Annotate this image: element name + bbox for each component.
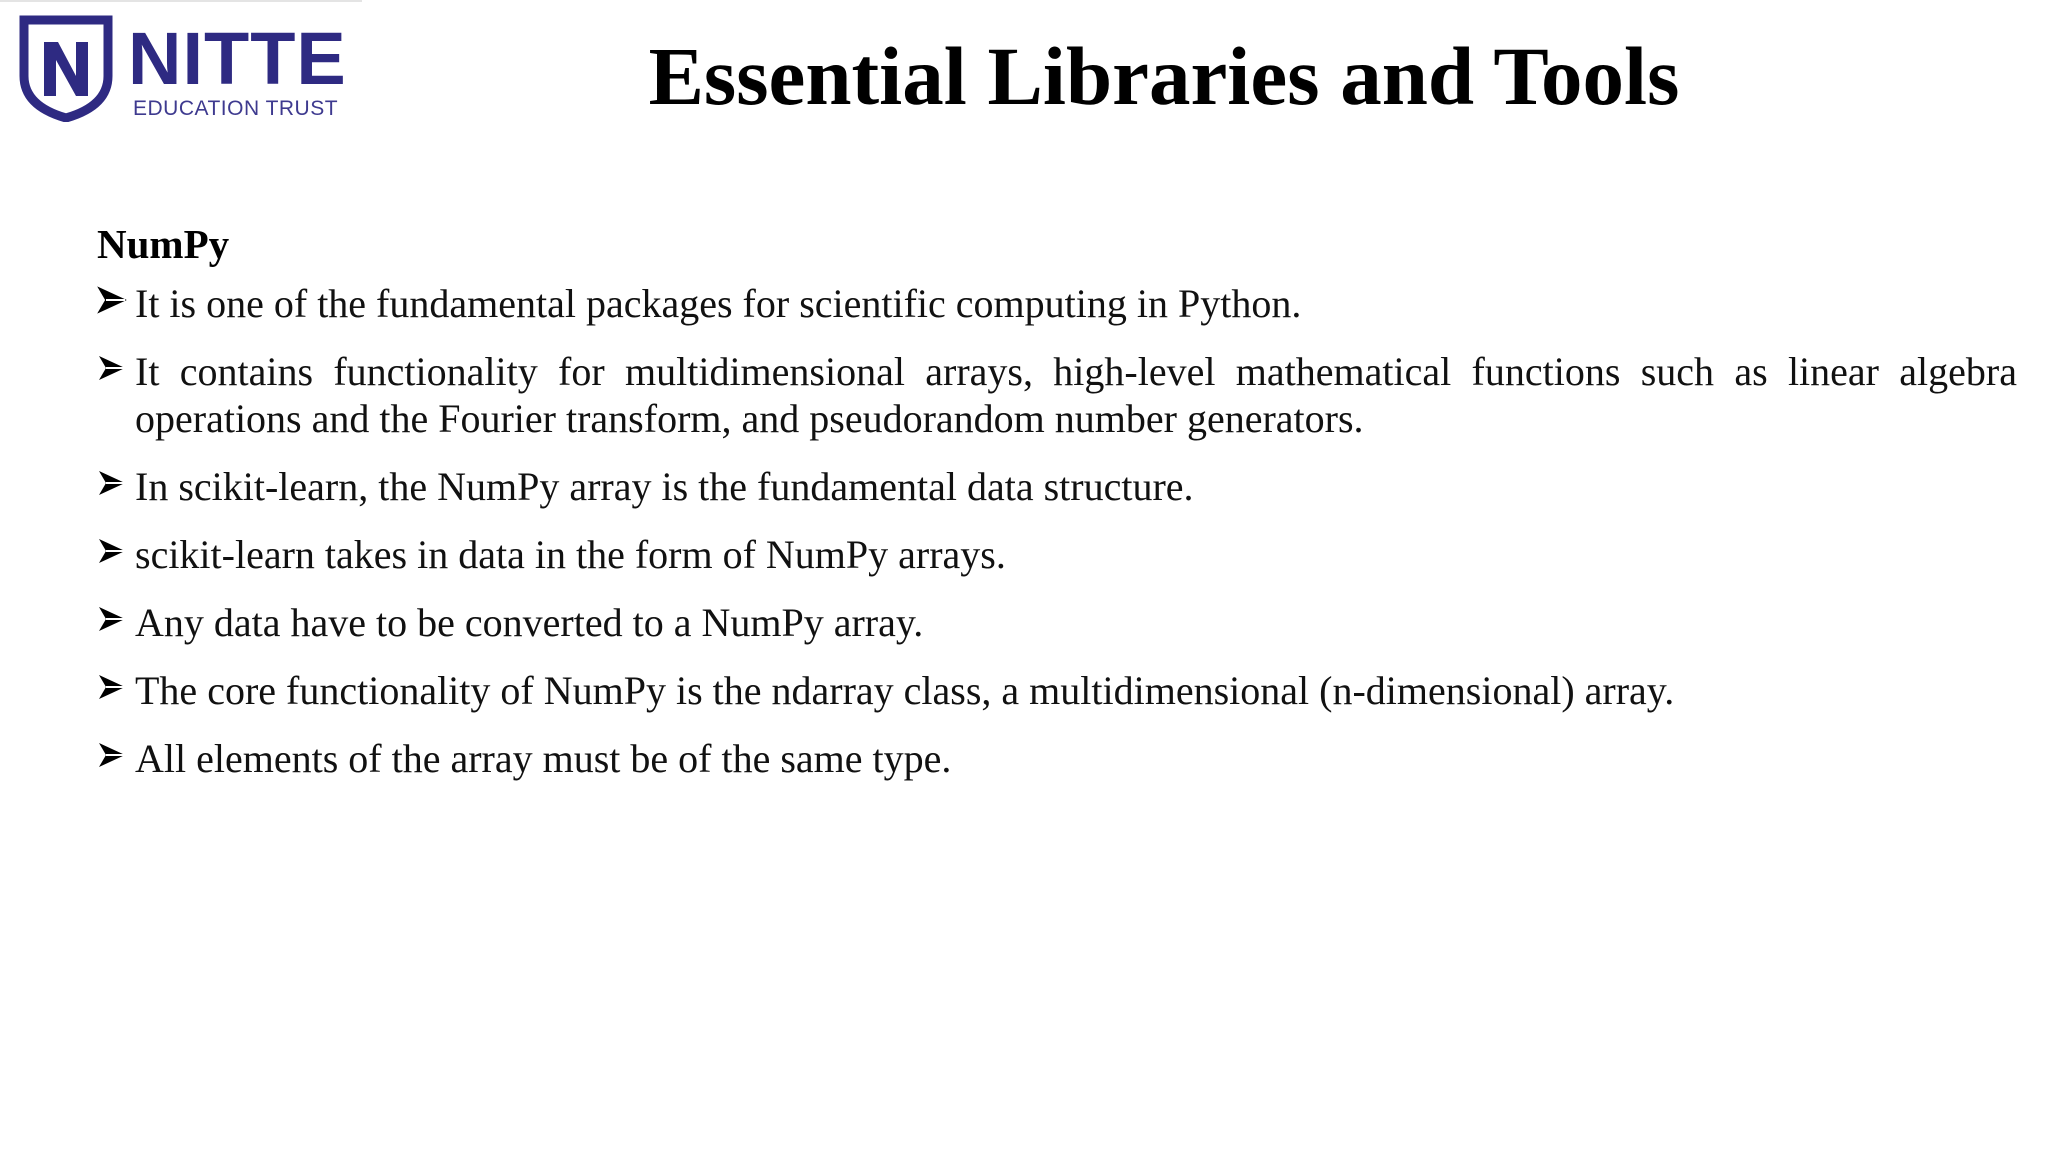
arrow-bullet-icon xyxy=(97,740,127,770)
bullet-text: In scikit-learn, the NumPy array is the fundamental data structure. xyxy=(135,464,1194,509)
bullet-item xyxy=(97,667,2017,714)
bullet-item xyxy=(97,735,2017,782)
bullet-text: scikit-learn takes in data in the form of NumPy arrays. xyxy=(135,532,1006,577)
bullet-item xyxy=(97,463,2017,510)
bullet-text: The core functionality of NumPy is the ndarray class, a multidimensional (n-dimensional) array. xyxy=(135,668,1675,713)
bullet-text: Any data have to be converted to a NumPy array. xyxy=(135,600,924,645)
bullet-text: It contains functionality for multidimensional arrays, high-level mathematical functions such as linear algebra operations and the Fourier transform, and pseudorandom number generators. xyxy=(135,349,2017,441)
bullet-text: All elements of the array must be of the same type. xyxy=(135,736,952,781)
arrow-bullet-icon xyxy=(97,353,127,383)
bullet-item xyxy=(97,280,2017,327)
bullet-item xyxy=(97,599,2017,646)
arrow-bullet-icon xyxy=(97,536,127,566)
arrow-bullet-icon xyxy=(97,285,127,315)
bullet-list xyxy=(97,280,2017,782)
slide-title: Essential Libraries and Tools xyxy=(648,30,1680,122)
section-heading: NumPy xyxy=(97,221,230,267)
logo-name: NITTE xyxy=(128,17,347,100)
slide-content xyxy=(97,216,2017,803)
bullet-text: It is one of the fundamental packages for scientific computing in Python. xyxy=(135,281,1302,326)
arrow-bullet-icon xyxy=(97,672,127,702)
arrow-bullet-icon xyxy=(97,468,127,498)
bullet-item xyxy=(97,348,2017,442)
logo-subtitle: EDUCATION TRUST xyxy=(133,97,339,120)
bullet-item xyxy=(97,531,2017,578)
arrow-bullet-icon xyxy=(97,604,127,634)
